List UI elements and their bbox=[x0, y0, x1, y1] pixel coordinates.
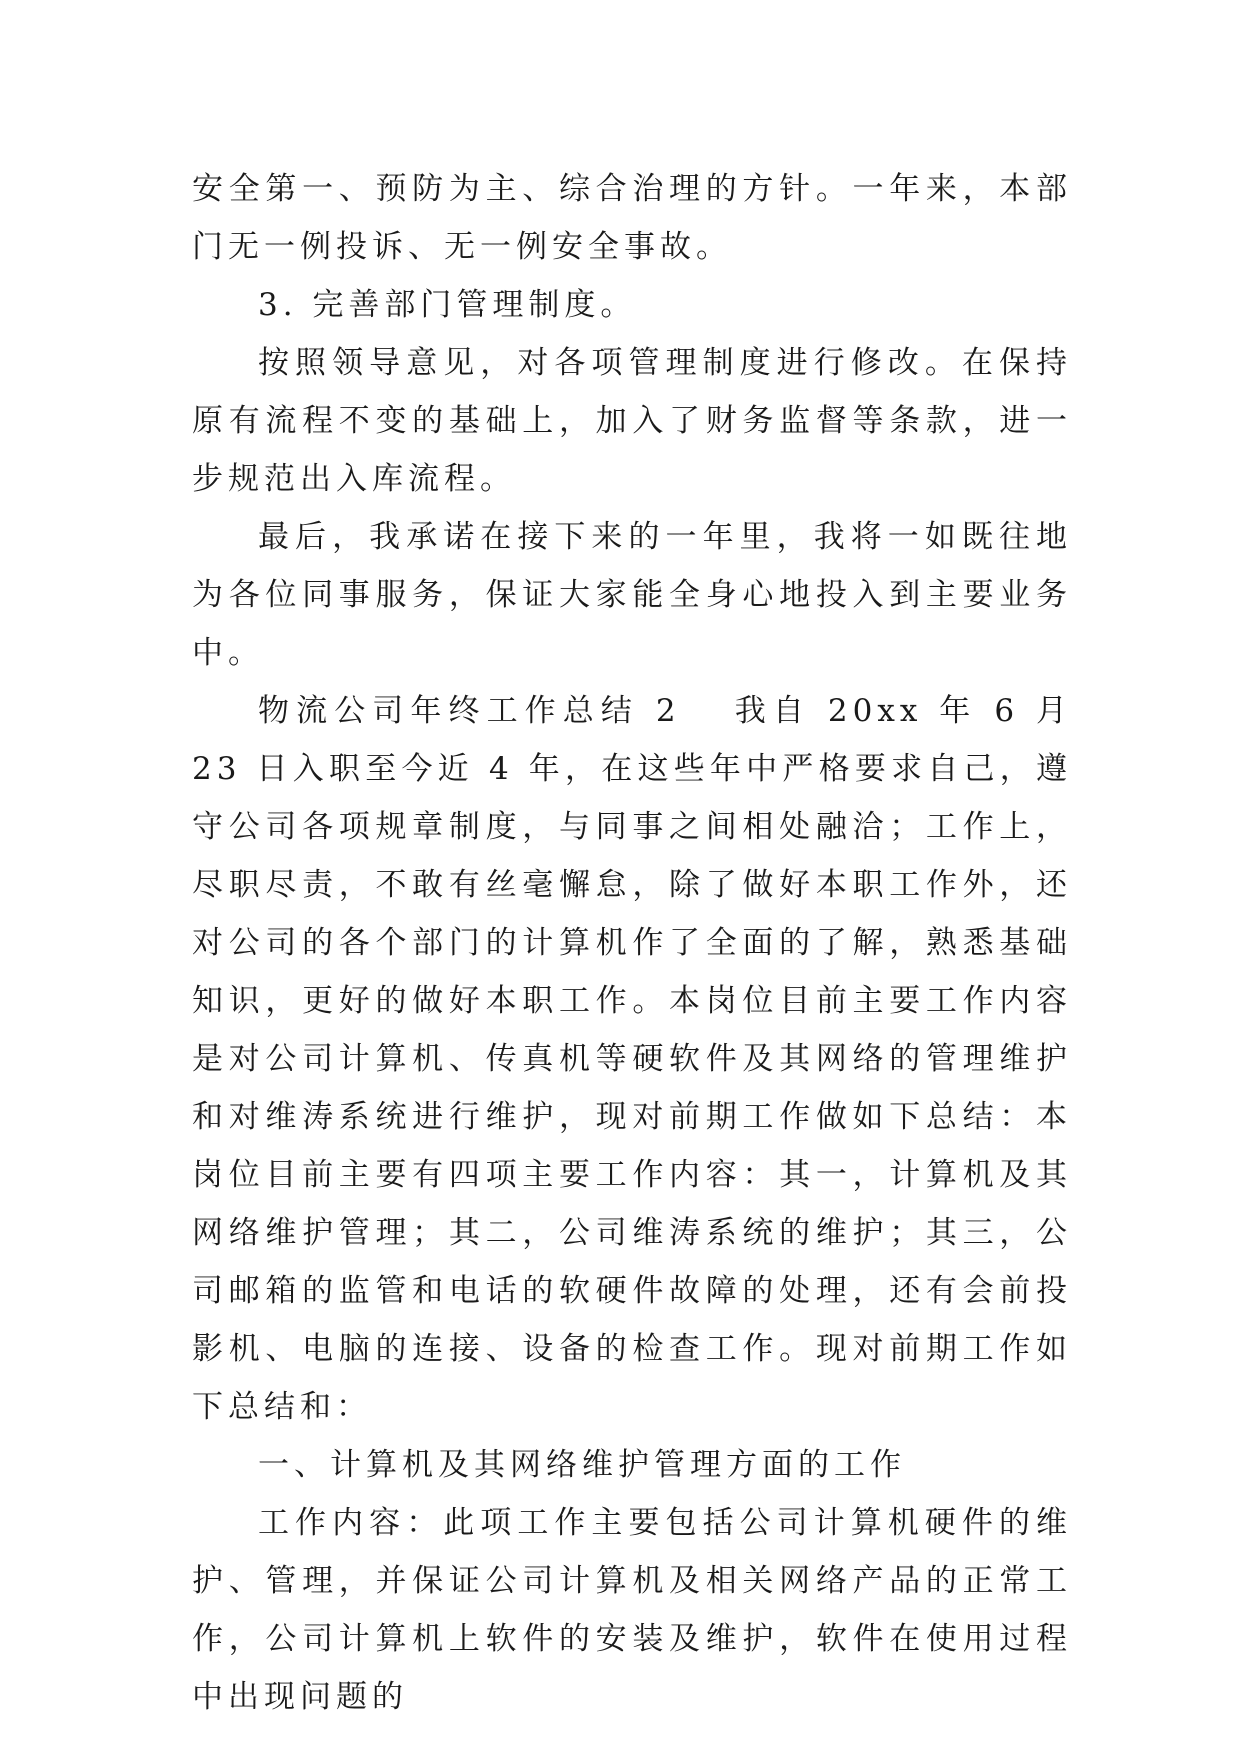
section-body-summary-2: 我自 20xx 年 6 月 23 日入职至今近 4 年，在这些年中严格要求自己，遵守公司各项规章制度，与同事之间相处融洽；工作上，尽职尽责，不敢有丝毫懈怠，除了做好本职工作外，还对公司的各个部门的计算机作了全面的了解，熟悉基础知识，更好的做好本职工作。本岗位目前主要工作内容是对公司计算机、传真机等硬软件及其网络的管理维护和对维涛系统进行维护，现对前期工作做如下总结：本岗位目前主要有四项主要工作内容：其一，计算机及其网络维护管理；其二，公司维涛系统的维护；其三，公司邮箱的监管和电话的软硬件故障的处理，还有会前投影机、电脑的连接、设备的检查工作。现对前期工作如下总结和： bbox=[192, 693, 1072, 1425]
paragraph-summary-2 bbox=[192, 682, 1072, 1436]
paragraph-commitment: 最后，我承诺在接下来的一年里，我将一如既往地为各位同事服务，保证大家能全身心地投入到主要业务中。 bbox=[192, 519, 1072, 671]
paragraph-safety-policy: 安全第一、预防为主、综合治理的方针。一年来，本部门无一例投诉、无一例安全事故。 bbox=[192, 171, 1072, 265]
document-body bbox=[192, 160, 1072, 1726]
item-improve-management-system: 3. 完善部门管理制度。 bbox=[258, 287, 637, 323]
paragraph-management-revision: 按照领导意见，对各项管理制度进行修改。在保持原有流程不变的基础上，加入了财务监督等条款，进一步规范出入库流程。 bbox=[192, 345, 1072, 497]
subheading-computer-network-maintenance: 一、计算机及其网络维护管理方面的工作 bbox=[258, 1447, 906, 1483]
paragraph-work-content: 工作内容：此项工作主要包括公司计算机硬件的维护、管理，并保证公司计算机及相关网络产品的正常工作，公司计算机上软件的安装及维护，软件在使用过程中出现问题的 bbox=[192, 1505, 1072, 1715]
section-title-summary-2: 物流公司年终工作总结 2 bbox=[258, 693, 681, 729]
